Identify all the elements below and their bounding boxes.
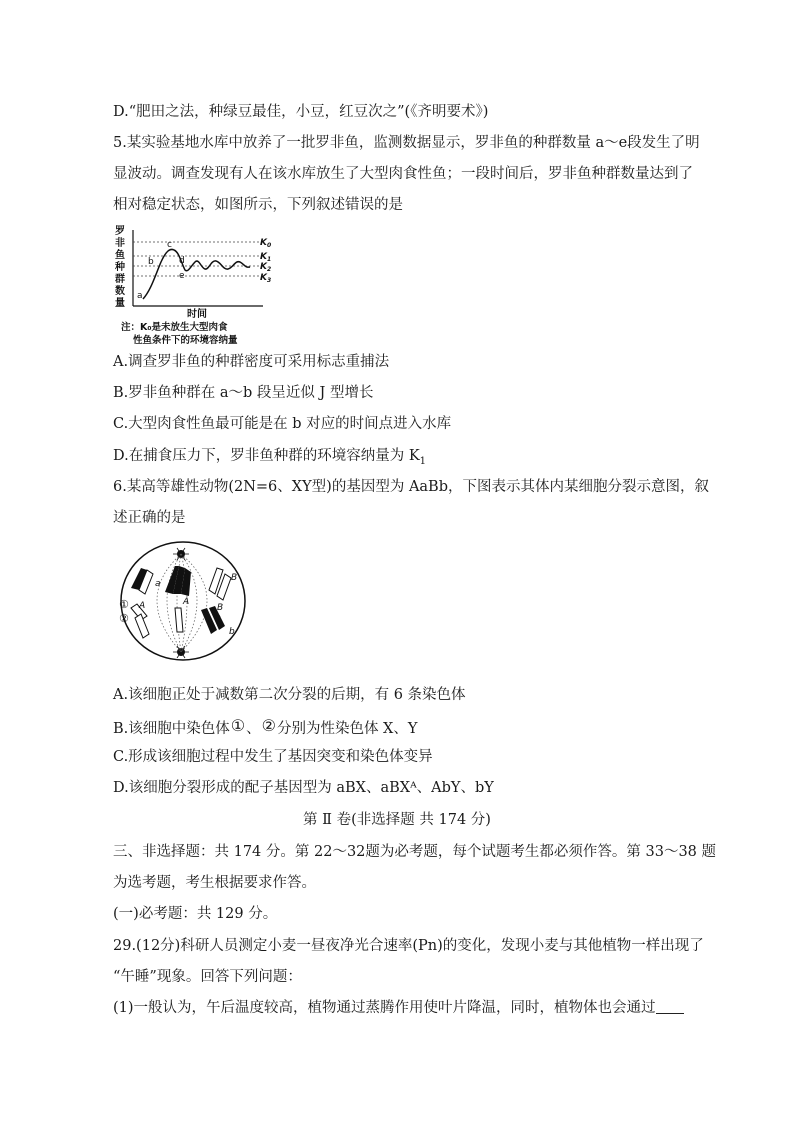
population-curve — [143, 249, 250, 299]
k3-label: $K_3$ — [260, 273, 272, 284]
svg-text:数: 数 — [115, 286, 125, 297]
svg-text:非: 非 — [115, 238, 125, 249]
svg-text:量: 量 — [115, 298, 125, 309]
chromosome-2-label: ② — [119, 612, 129, 625]
q6-option-b: B.该细胞中染色体①、②分别为性染色体 X、Y — [113, 716, 418, 737]
point-a-label: a — [137, 291, 143, 301]
q5-stem-line1: 5.某实验基地水库中放养了一批罗非鱼，监测数据显示，罗非鱼的种群数量 a～e段发生了明 — [113, 135, 700, 151]
k1-label: $K_1$ — [260, 252, 272, 263]
q5-option-b: B.罗非鱼种群在 a～b 段呈近似 J 型增长 — [113, 385, 374, 401]
note-line2: 性鱼条件下的环境容纳量 — [133, 335, 238, 346]
q5-option-c: C.大型肉食性鱼最可能是在 b 对应的时间点进入水库 — [113, 416, 452, 432]
svg-text:b: b — [215, 613, 221, 623]
upper-right-chromosomes — [209, 568, 231, 600]
y-axis-label — [114, 224, 125, 309]
point-d-label: d — [179, 256, 185, 266]
point-c-label: c — [167, 240, 172, 250]
section3-line2: 为选考题，考生根据要求作答。 — [113, 875, 316, 891]
x-axis-label: 时间 — [187, 309, 207, 320]
q5-option-a: A.调查罗非鱼的种群密度可采用标志重捕法 — [113, 354, 390, 370]
circled-2-glyph: ② — [261, 716, 276, 735]
cell-division-figure — [113, 538, 253, 668]
svg-text:a: a — [155, 579, 161, 589]
q6-stem-line2: 述正确的是 — [113, 510, 186, 526]
point-e-label: e — [179, 271, 185, 281]
q29-line3: (1)一般认为，午后温度较高，植物通过蒸腾作用使叶片降温，同时，植物体也会通过 — [113, 998, 684, 1018]
q29-line2: “午睡”现象。回答下列问题： — [113, 969, 302, 985]
q6-option-d: D.该细胞分裂形成的配子基因型为 aBX、aBXᴬ、AbY、bY — [113, 780, 494, 796]
q29-line1: 29.(12分)科研人员测定小麦一昼夜净光合速率(Pn)的变化，发现小麦与其他植物一样出现了 — [113, 938, 704, 954]
part2-title: 第 Ⅱ 卷(非选择题 共 174 分) — [303, 812, 491, 828]
answer-blank — [656, 999, 684, 1014]
k2-label: $K_2$ — [260, 262, 272, 273]
svg-text:A: A — [139, 601, 146, 611]
chromosome-1-label: ① — [119, 598, 129, 611]
svg-text:b: b — [229, 627, 235, 637]
lower-middle-chromosomes — [175, 608, 183, 632]
q4-option-d: D.“肥田之法，种绿豆最佳，小豆，红豆次之”(《齐明要术》) — [113, 104, 489, 120]
q6-option-c: C.形成该细胞过程中发生了基因突变和染色体变异 — [113, 749, 433, 765]
note-line1: 注：K₀是未放生大型肉食 — [121, 322, 228, 333]
upper-left-chromosomes — [131, 568, 153, 594]
q5-stem-line2: 显波动。调查发现有人在该水库放生了大型肉食性鱼；一段时间后，罗非鱼种群数量达到了 — [113, 166, 693, 182]
q5-stem-line3: 相对稳定状态，如图所示，下列叙述错误的是 — [113, 197, 403, 213]
population-curve-figure — [113, 224, 283, 348]
point-b-label: b — [148, 257, 154, 267]
svg-text:种: 种 — [115, 262, 125, 273]
required-heading: (一)必考题：共 129 分。 — [113, 906, 278, 922]
svg-text:群: 群 — [115, 274, 125, 285]
section3-line1: 三、非选择题：共 174 分。第 22～32题为必考题，每个试题考生都必须作答。第 33～38 题 — [113, 844, 717, 860]
q5-option-d: D.在捕食压力下，罗非鱼种群的环境容纳量为 $K_1$ — [113, 448, 427, 467]
k0-label: $K_0$ — [260, 238, 272, 249]
q6-stem-line1: 6.某高等雄性动物(2N=6、XY型)的基因型为 AaBb，下图表示其体内某细胞分裂示意图，叙 — [113, 479, 709, 495]
svg-text:A: A — [183, 597, 190, 607]
svg-text:鱼: 鱼 — [115, 250, 125, 261]
svg-text:罗: 罗 — [115, 226, 125, 237]
svg-text:B: B — [231, 573, 238, 583]
svg-text:B: B — [217, 603, 224, 613]
q6-option-a: A.该细胞正处于减数第二次分裂的后期，有 6 条染色体 — [113, 687, 466, 703]
upper-middle-chromosomes — [165, 566, 191, 596]
circled-1-glyph: ① — [230, 716, 246, 735]
